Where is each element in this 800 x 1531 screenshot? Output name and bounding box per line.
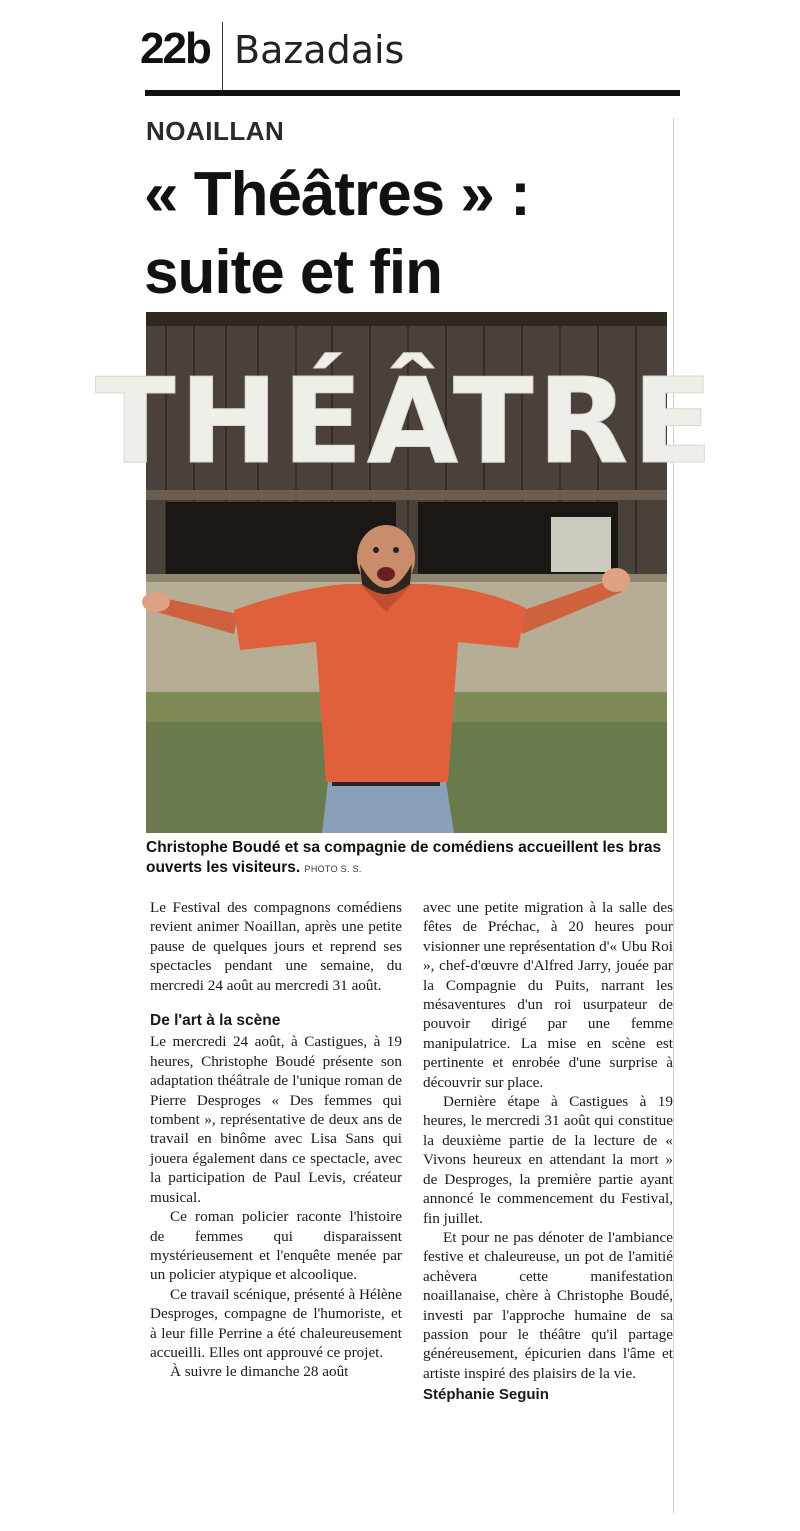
paragraph: Dernière étape à Castigues à 19 heures, le mercredi 31 août qui constitue la deuxième partie de la lecture de « Vivons heureux en attendant la mort » de Desproges, la première partie ayant annoncé le commencement du Festival, fin juillet. [423,1093,673,1227]
article-column-right [423,898,673,1405]
paragraph: Le mercredi 24 août, à Castigues, à 19 heures, Christophe Boudé présente son adaptation théâtrale de l'unique roman de Pierre Desproges « Des femmes qui tombent », représentative de deux ans de travail en binôme avec Lisa Sans qui jouera également dans ce spectacle, avec la participation de Paul Levis, créateur musical. [150,1033,402,1206]
column-rule [673,118,674,1513]
page-header [140,22,680,94]
paragraph: À suivre le dimanche 28 août [170,1363,349,1381]
article-kicker: NOAILLAN [146,116,285,146]
header-divider [222,22,223,90]
page-number: 22b [140,24,210,73]
article-column-left [150,898,402,1382]
article-byline: Stéphanie Seguin [423,1386,549,1404]
photo-caption [146,838,676,879]
caption-text: Christophe Boudé et sa compagnie de comédiens accueillent les bras ouverts les visiteurs. [146,839,662,876]
paragraph: Ce roman policier raconte l'histoire de femmes qui disparaissent mystérieusement et l'enquête menée par un policier atypique et alcoolique. [150,1208,402,1284]
header-rule [145,90,680,96]
photo-illustration [95,312,717,833]
paragraph: Ce travail scénique, présenté à Hélène Desproges, compagne de l'humoriste, et à leur fille Perrine a été chaleureusement accueilli. Elles ont approuvé ce projet. [150,1285,402,1361]
headline-line-2: suite et fin [144,238,443,307]
paragraph: Et pour ne pas dénoter de l'ambiance festive et chaleureuse, un pot de l'amitié achèvera cette manifestation noaillanaise, chère à Christophe Boudé, investi par l'approche humaine de sa passion pour le théâtre qu'il partage généreusement, épicurien dans l'âme et artiste inspiré des plaisirs de la vie. [423,1228,673,1382]
theatre-sign: THÉÂTRE [95,352,717,490]
paragraph: avec une petite migration à la salle des fêtes de Préchac, à 20 heures pour visionner une représentation d'« Ubu Roi », chef-d'œuvre d'Alfred Jarry, jouée par la Compagnie du Puits, narrant les mésaventures d'un roi usurpateur de pouvoir dirigé par une femme manipulatrice. La mise en scène est pertinente et enrobée d'une surprise à découvrir sur place. [423,899,673,1091]
photo-credit: PHOTO S. S. [304,864,362,874]
headline-line-1: « Théâtres » : [144,160,530,229]
article-photo [95,312,717,833]
article-headline [144,156,674,312]
paragraph: Le Festival des compagnons comédiens revient animer Noaillan, après une petite pause de quelques jours et reprend ses spectacles pendant une semaine, du mercredi 24 août au mercredi 31 août. [150,899,402,994]
subheading: De l'art à la scène [150,1012,281,1030]
section-name: Bazadais [234,28,405,72]
